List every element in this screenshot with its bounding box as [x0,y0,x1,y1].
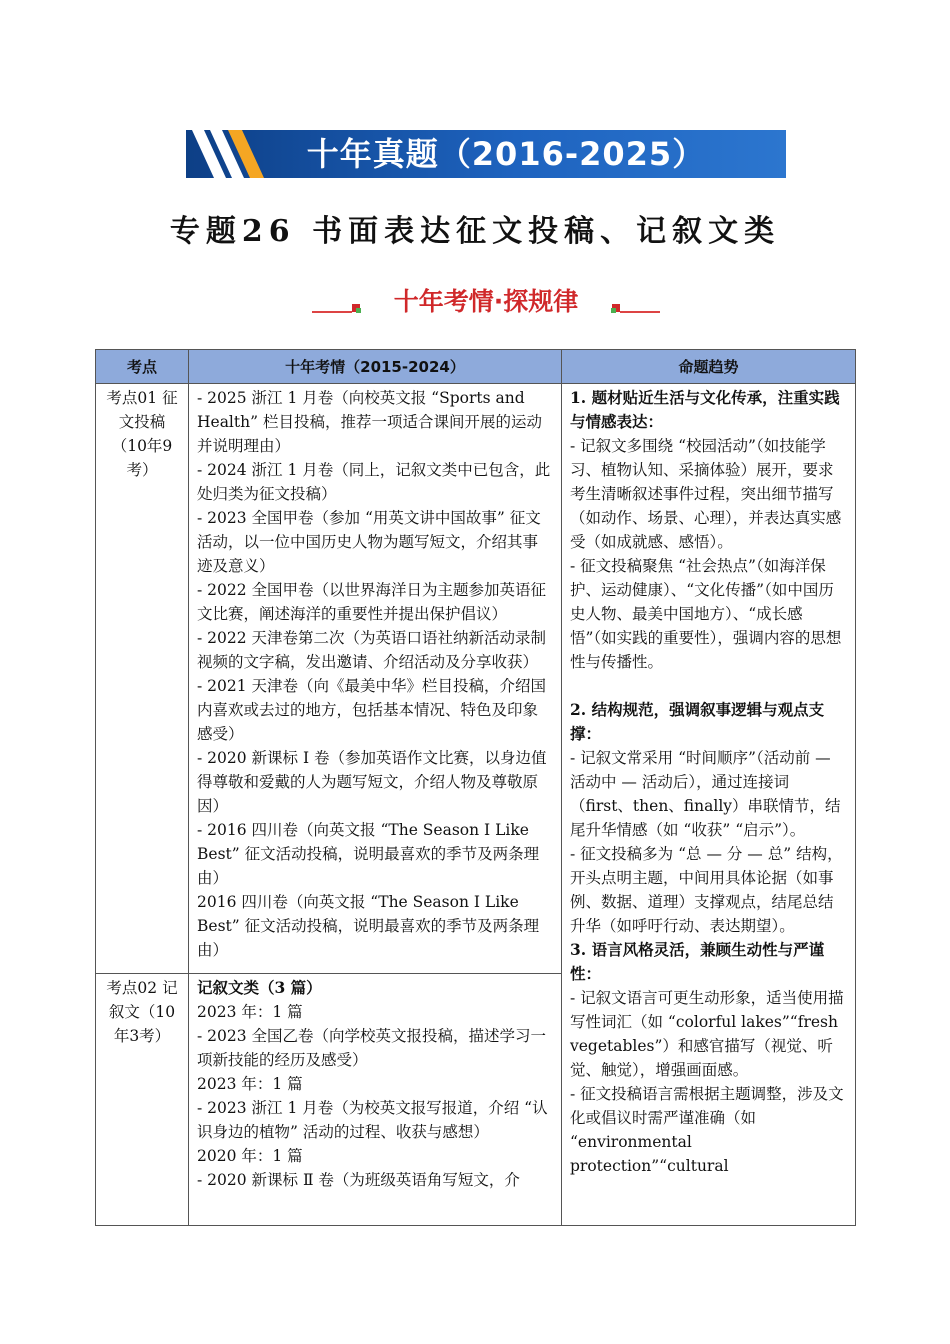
point-label: 考点02 记叙文（10年3考） [106,979,178,1045]
list-item: - 2022 天津卷第二次（为英语口语社纳新活动录制视频的文字稿，发出邀请、介绍活动及分享收获） [197,629,547,671]
heading-line-left [312,311,352,313]
trend-item: - 记叙文多围绕 “校园活动”（如技能学习、植物认知、采摘体验）展开，要求考生清晰叙述事件过程，突出细节描写（如动作、场景、心理），并表达真实感受（如成就感、感悟）。 [570,437,842,551]
trend-heading: 3. 语言风格灵活，兼顾生动性与严谨性： [570,940,825,983]
heading-square-right-green-icon [611,308,616,313]
history-cell-essay [189,384,562,974]
list-item: - 2022 全国甲卷（以世界海洋日为主题参加英语征文比赛，阐述海洋的重要性并提出保护倡议） [197,581,547,623]
list-item: 2023 年：1 篇 [197,1075,303,1093]
history-cell-narrative [189,974,562,1226]
list-item: 2023 年：1 篇 [197,1003,303,1021]
list-item: - 2021 天津卷（向《最美中华》栏目投稿，介绍国内喜欢或去过的地方，包括基本情况、特色及印象感受） [197,677,547,743]
list-item: - 2023 全国甲卷（参加 “用英文讲中国故事” 征文活动，以一位中国历史人物为题写短文，介绍其事迹及意义） [197,509,541,575]
section-heading-text: 十年考情·探规律 [393,287,579,316]
list-item: - 2024 浙江 1 月卷（同上，记叙文类中已包含，此处归类为征文投稿） [197,461,551,503]
list-item: 2020 年：1 篇 [197,1147,303,1165]
banner-title: 十年真题（2016-2025） [306,135,706,173]
list-item: - 2023 全国乙卷（向学校英文报投稿，描述学习一项新技能的经历及感受） [197,1027,547,1069]
trend-heading: 1. 题材贴近生活与文化传承，注重实践与情感表达： [570,388,840,431]
trend-spacer [570,674,847,698]
subject-title: 专题26 书面表达征文投稿、记叙文类 [169,214,781,249]
trend-item: - 征文投稿聚焦 “社会热点”（如海洋保护、运动健康）、“文化传播”（如中国历史人物、最美中国地方）、“成长感悟”（如实践的重要性），强调内容的思想性与传播性。 [570,557,842,671]
narrative-heading: 记叙文类（3 篇） [197,978,322,997]
point-label: 考点01 征文投稿（10年9考） [106,389,178,479]
list-item: - 2020 新课标 Ⅰ 卷（参加英语作文比赛，以身边值得尊敬和爱戴的人为题写短文，介绍人物及尊敬原因） [197,749,547,815]
point-cell-essay [96,384,189,974]
trend-item: - 记叙文常采用 “时间顺序”（活动前 — 活动中 — 活动后），通过连接词（first、then、finally）串联情节，结尾升华情感（如 “收获” “启示”）。 [570,749,841,839]
list-item: - 2025 浙江 1 月卷（向校英文报 “Sports and Health” 栏目投稿，推荐一项适合课间开展的运动并说明理由） [197,389,542,455]
table-row [96,384,856,974]
list-item: - 2023 浙江 1 月卷（为校英文报写报道，介绍 “认识身边的植物” 活动的过程、收获与感想） [197,1099,548,1141]
trend-item: - 征文投稿多为 “总 — 分 — 总” 结构，开头点明主题，中间用具体论据（如事例、数据、道理）支撑观点，结尾总结升华（如呼吁行动、表达期望）。 [570,845,843,935]
heading-square-left-green-icon [356,308,361,313]
section-heading [312,282,660,322]
table-header-row [96,350,856,384]
header-trend: 命题趋势 [562,350,856,384]
trend-cell [562,384,856,1226]
trend-item: - 记叙文语言可更生动形象，适当使用描写性词汇（如 “colorful lakes”“fresh vegetables”）和感官描写（视觉、听觉、触觉），增强画面感。 [570,989,844,1079]
exam-analysis-table [95,349,856,1226]
list-item: - 2016 四川卷（向英文报 “The Season I Like Best” 征文活动投稿，说明最喜欢的季节及两条理由） [197,821,540,887]
header-point: 考点 [96,350,189,384]
list-item: - 2020 新课标 Ⅱ 卷（为班级英语角写短文，介 [197,1171,520,1189]
title-banner [186,130,786,178]
list-item: 2016 四川卷（向英文报 “The Season I Like Best” 征文活动投稿，说明最喜欢的季节及两条理由） [197,893,540,959]
header-history: 十年考情（2015-2024） [189,350,562,384]
trend-item: - 征文投稿语言需根据主题调整，涉及文化或倡议时需严谨准确（如 “environmental protection”“cultural [570,1085,844,1175]
point-cell-narrative [96,974,189,1226]
heading-line-right [620,311,660,313]
trend-heading: 2. 结构规范，强调叙事逻辑与观点支撑： [570,700,825,743]
